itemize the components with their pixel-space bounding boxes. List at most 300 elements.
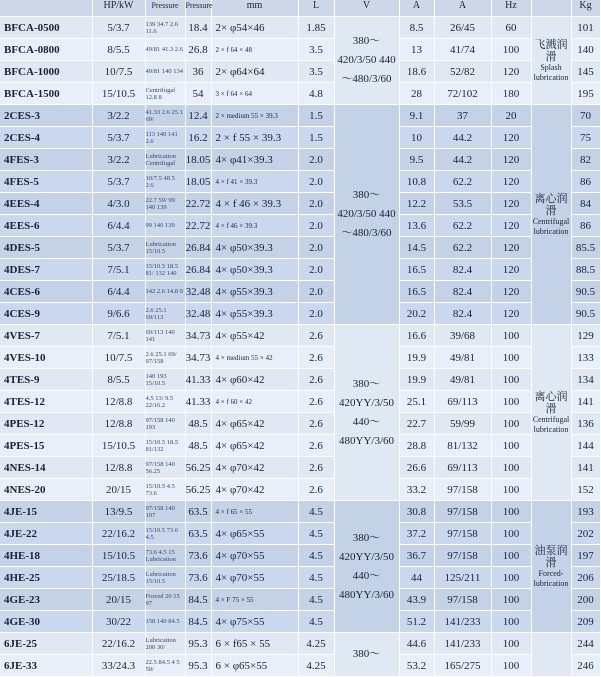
dimension-cell: 4 × F 75 × 55	[211, 589, 298, 611]
weight-cell: 86	[571, 215, 600, 237]
frequency-cell: 100	[491, 347, 531, 369]
pressure-cell: 54	[185, 83, 211, 105]
table-row	[0, 567, 600, 589]
length-cell: 2.0	[298, 193, 334, 215]
model-cell: 2CES-3	[0, 105, 92, 127]
length-cell: 1.85	[298, 17, 334, 39]
model-cell: 4JE-22	[0, 523, 92, 545]
current-a-cell: 25.1	[399, 391, 434, 413]
weight-cell: 136	[571, 413, 600, 435]
power-cell: 15/10.5	[92, 545, 145, 567]
lubrication-en: Centrifugal lubrication	[532, 414, 570, 434]
weight-cell: 145	[571, 61, 600, 83]
model-cell: 4FES-3	[0, 149, 92, 171]
frequency-cell: 100	[491, 545, 531, 567]
dimension-cell: 4× φ60×42	[211, 369, 298, 391]
lubrication-cn: 油泵润滑	[534, 544, 568, 569]
table-row	[0, 17, 600, 39]
model-cell: 4HE-25	[0, 567, 92, 589]
current-a-cell: 9.5	[399, 149, 434, 171]
pressure-cell: 63.5	[185, 523, 211, 545]
table-row	[0, 39, 600, 61]
voltage-cell: 380～420YY/3/50 440～480YY/3/60	[334, 501, 399, 633]
frequency-cell: 100	[491, 479, 531, 501]
weight-cell: 141	[571, 457, 600, 479]
length-cell: 4.25	[298, 655, 334, 677]
pressure-small-cell: 113 140 141 2.6	[145, 127, 185, 149]
table-row	[0, 589, 600, 611]
current-a-cell: 30.8	[399, 501, 434, 523]
current-b-cell: 97/158	[434, 501, 491, 523]
model-cell: 4FES-5	[0, 171, 92, 193]
current-b-cell: 44.2	[434, 127, 491, 149]
current-a-cell: 9.1	[399, 105, 434, 127]
current-a-cell: 33.2	[399, 479, 434, 501]
frequency-cell: 120	[491, 237, 531, 259]
dimension-cell: 4× φ55×42	[211, 325, 298, 347]
length-cell: 2.6	[298, 413, 334, 435]
frequency-cell: 120	[491, 127, 531, 149]
frequency-cell: 120	[491, 171, 531, 193]
frequency-cell: 100	[491, 611, 531, 633]
pressure-cell: 36	[185, 61, 211, 83]
dimension-cell: 4 × f 60 × 42	[211, 391, 298, 413]
header-row	[0, 0, 600, 17]
current-b-cell: 62.2	[434, 171, 491, 193]
weight-cell: 82	[571, 149, 600, 171]
frequency-cell: 120	[491, 215, 531, 237]
dimension-cell: 4× φ55×39.3	[211, 303, 298, 325]
pressure-small-cell: Lubrication 15/10.5	[145, 237, 185, 259]
power-cell: 5/3.7	[92, 171, 145, 193]
weight-cell: 88.5	[571, 259, 600, 281]
model-cell: 4PES-12	[0, 413, 92, 435]
current-b-cell: 97/158	[434, 545, 491, 567]
length-cell: 2.0	[298, 215, 334, 237]
length-cell: 4.5	[298, 611, 334, 633]
current-a-cell: 43.9	[399, 589, 434, 611]
power-cell: 3/2.2	[92, 149, 145, 171]
current-a-cell: 51.2	[399, 611, 434, 633]
current-a-cell: 20.2	[399, 303, 434, 325]
weight-cell: 70	[571, 105, 600, 127]
current-b-cell: 97/158	[434, 523, 491, 545]
power-cell: 5/3.7	[92, 127, 145, 149]
model-cell: BFCA-1000	[0, 61, 92, 83]
header-power: HP/kW	[92, 0, 145, 17]
current-b-cell: 41/74	[434, 39, 491, 61]
power-cell: 8/5.5	[92, 369, 145, 391]
current-a-cell: 16.5	[399, 259, 434, 281]
current-b-cell: 141/233	[434, 633, 491, 655]
pressure-cell: 18.05	[185, 149, 211, 171]
pressure-cell: 56.25	[185, 479, 211, 501]
pressure-cell: 18.05	[185, 171, 211, 193]
pressure-small-cell: Forced 20 15 97	[145, 589, 185, 611]
model-cell: 4GE-30	[0, 611, 92, 633]
table-row	[0, 457, 600, 479]
header-model	[0, 0, 92, 17]
lubrication-cn: 离心润滑	[534, 192, 568, 217]
current-b-cell: 165/275	[434, 655, 491, 677]
pressure-small-cell: 49/81 140 134	[145, 61, 185, 83]
lubrication-cn: 离心润滑	[534, 390, 568, 415]
dimension-cell: 4 × medium 55 × 42	[211, 347, 298, 369]
length-cell: 3.5	[298, 61, 334, 83]
frequency-cell: 100	[491, 39, 531, 61]
table-row	[0, 281, 600, 303]
frequency-cell: 100	[491, 391, 531, 413]
dimension-cell: 4× φ65×42	[211, 435, 298, 457]
power-cell: 3/2.2	[92, 105, 145, 127]
lubrication-note-cell	[531, 633, 571, 677]
voltage-cell: 380～420/3/50 440～480/3/60	[334, 105, 399, 325]
header-pressure: Pressure	[185, 0, 211, 17]
frequency-cell: 100	[491, 501, 531, 523]
pressure-cell: 26.84	[185, 259, 211, 281]
pressure-small-cell: Lubrication 15/10.5	[145, 567, 185, 589]
model-cell: 4VES-7	[0, 325, 92, 347]
length-cell: 2.0	[298, 303, 334, 325]
power-cell: 15/10.5	[92, 435, 145, 457]
dimension-cell: 3 × f 64 × 64	[211, 83, 298, 105]
dimension-cell: 4× φ70×55	[211, 567, 298, 589]
current-b-cell: 82.4	[434, 259, 491, 281]
pressure-cell: 34.73	[185, 325, 211, 347]
dimension-cell: 4 × f 65 × 55	[211, 501, 298, 523]
current-a-cell: 36.7	[399, 545, 434, 567]
table-row	[0, 369, 600, 391]
dimension-cell: 4× φ65×42	[211, 413, 298, 435]
power-cell: 20/15	[92, 589, 145, 611]
current-b-cell: 53.5	[434, 193, 491, 215]
current-b-cell: 26/45	[434, 17, 491, 39]
frequency-cell: 100	[491, 633, 531, 655]
frequency-cell: 20	[491, 105, 531, 127]
power-cell: 9/6.6	[92, 303, 145, 325]
current-a-cell: 13	[399, 39, 434, 61]
pressure-small-cell: 22.5 84.5 4 5 50/	[145, 655, 185, 677]
power-cell: 15/10.5	[92, 83, 145, 105]
current-b-cell: 49/81	[434, 347, 491, 369]
power-cell: 22/16.2	[92, 633, 145, 655]
weight-cell: 141	[571, 391, 600, 413]
length-cell: 2.0	[298, 171, 334, 193]
current-b-cell: 62.2	[434, 215, 491, 237]
length-cell: 2.6	[298, 369, 334, 391]
current-a-cell: 12.2	[399, 193, 434, 215]
power-cell: 7/5.1	[92, 259, 145, 281]
frequency-cell: 120	[491, 303, 531, 325]
pressure-cell: 18.4	[185, 17, 211, 39]
length-cell: 2.6	[298, 435, 334, 457]
pressure-small-cell: 139 34.7 2.6 11.6	[145, 17, 185, 39]
pressure-small-cell: 49/81 41.3 2.6	[145, 39, 185, 61]
current-a-cell: 8.5	[399, 17, 434, 39]
pressure-small-cell: 99 140 139	[145, 215, 185, 237]
pressure-small-cell: Lubrication Centrifugal	[145, 149, 185, 171]
model-cell: 4EES-4	[0, 193, 92, 215]
pressure-small-cell: 15/10.5 18.5 81/132	[145, 435, 185, 457]
pressure-cell: 73.6	[185, 545, 211, 567]
model-cell: 4JE-15	[0, 501, 92, 523]
power-cell: 5/3.7	[92, 237, 145, 259]
power-cell: 20/15	[92, 479, 145, 501]
pressure-cell: 32.48	[185, 281, 211, 303]
pressure-small-cell: 97/158 140 193	[145, 413, 185, 435]
frequency-cell: 100	[491, 589, 531, 611]
pressure-cell: 12.4	[185, 105, 211, 127]
table-row	[0, 545, 600, 567]
lubrication-cn: 飞溅润滑	[534, 38, 568, 63]
current-b-cell: 125/211	[434, 567, 491, 589]
pressure-small-cell: 140 193 15/10.5	[145, 369, 185, 391]
pressure-cell: 48.5	[185, 435, 211, 457]
length-cell: 4.5	[298, 545, 334, 567]
dimension-cell: 4× φ65×55	[211, 523, 298, 545]
length-cell: 2.0	[298, 259, 334, 281]
model-cell: BFCA-0500	[0, 17, 92, 39]
length-cell: 4.8	[298, 83, 334, 105]
length-cell: 2.0	[298, 281, 334, 303]
current-b-cell: 39/68	[434, 325, 491, 347]
pressure-cell: 95.3	[185, 655, 211, 677]
model-cell: 4CES-6	[0, 281, 92, 303]
pressure-cell: 48.5	[185, 413, 211, 435]
current-b-cell: 82.4	[434, 303, 491, 325]
pressure-cell: 16.2	[185, 127, 211, 149]
length-cell: 4.5	[298, 501, 334, 523]
dimension-cell: 6 × f65 × 55	[211, 633, 298, 655]
power-cell: 22/16.2	[92, 523, 145, 545]
pressure-small-cell: 22.7 59/ 99 140 139	[145, 193, 185, 215]
frequency-cell: 100	[491, 325, 531, 347]
dimension-cell: 4× φ70×42	[211, 457, 298, 479]
current-a-cell: 10	[399, 127, 434, 149]
current-b-cell: 97/158	[434, 479, 491, 501]
lubrication-en: Forced-lubrication	[533, 568, 569, 588]
frequency-cell: 120	[491, 61, 531, 83]
length-cell: 1.5	[298, 127, 334, 149]
weight-cell: 197	[571, 545, 600, 567]
table-row	[0, 501, 600, 523]
pressure-small-cell: 142 2.6 14.8 9	[145, 281, 185, 303]
pressure-small-cell: Centrifugal 12.8 8	[145, 83, 185, 105]
weight-cell: 84	[571, 193, 600, 215]
pressure-small-cell: 97/158 140 56.25	[145, 457, 185, 479]
pressure-cell: 95.3	[185, 633, 211, 655]
model-cell: 2CES-4	[0, 127, 92, 149]
dimension-cell: 4 × f 46 × 39.3	[211, 215, 298, 237]
table-row	[0, 171, 600, 193]
pressure-cell: 41.33	[185, 391, 211, 413]
table-row	[0, 215, 600, 237]
table-row	[0, 149, 600, 171]
header-hz: Hz	[491, 0, 531, 17]
weight-cell: 85.5	[571, 237, 600, 259]
pressure-cell: 56.25	[185, 457, 211, 479]
current-b-cell: 49/81	[434, 369, 491, 391]
voltage-cell: 380～420YY/3/50 440～480YY/3/60	[334, 325, 399, 501]
weight-cell: 90.5	[571, 281, 600, 303]
header-a1: A	[399, 0, 434, 17]
model-cell: 4TES-9	[0, 369, 92, 391]
dimension-cell: 2 × medium 55 × 39.3	[211, 105, 298, 127]
weight-cell: 193	[571, 501, 600, 523]
table-row	[0, 413, 600, 435]
length-cell: 2.6	[298, 479, 334, 501]
current-a-cell: 53.2	[399, 655, 434, 677]
length-cell: 4.25	[298, 633, 334, 655]
lubrication-note-cell	[531, 17, 571, 105]
model-cell: 4GE-23	[0, 589, 92, 611]
model-cell: BFCA-0800	[0, 39, 92, 61]
current-a-cell: 44.6	[399, 633, 434, 655]
weight-cell: 90.5	[571, 303, 600, 325]
pressure-cell: 32.48	[185, 303, 211, 325]
current-a-cell: 10.8	[399, 171, 434, 193]
frequency-cell: 120	[491, 259, 531, 281]
lubrication-note-cell	[531, 325, 571, 501]
pressure-cell: 41.33	[185, 369, 211, 391]
header-l: L	[298, 0, 334, 17]
frequency-cell: 120	[491, 149, 531, 171]
table-row	[0, 193, 600, 215]
voltage-cell: 380～	[334, 633, 399, 677]
dimension-cell: 2× φ54×46	[211, 17, 298, 39]
length-cell: 2.0	[298, 149, 334, 171]
pressure-cell: 84.5	[185, 589, 211, 611]
current-a-cell: 37.2	[399, 523, 434, 545]
power-cell: 4/3.0	[92, 193, 145, 215]
header-pressure-top: Pressure	[145, 0, 185, 17]
frequency-cell: 60	[491, 17, 531, 39]
model-cell: 4VES-10	[0, 347, 92, 369]
table-row	[0, 259, 600, 281]
current-a-cell: 19.9	[399, 347, 434, 369]
current-a-cell: 18.6	[399, 61, 434, 83]
table-row	[0, 127, 600, 149]
model-cell: 6JE-33	[0, 655, 92, 677]
length-cell: 2.0	[298, 237, 334, 259]
model-cell: 4HE-18	[0, 545, 92, 567]
pressure-small-cell: 4.5 13/ 9.5 22/16.2	[145, 391, 185, 413]
current-a-cell: 28.8	[399, 435, 434, 457]
length-cell: 2.6	[298, 347, 334, 369]
current-b-cell: 62.2	[434, 237, 491, 259]
pressure-small-cell: 2.6 25.1 69/ 97/158	[145, 347, 185, 369]
pressure-small-cell: 15/10.5 73.6 4.5	[145, 523, 185, 545]
length-cell: 3.5	[298, 39, 334, 61]
power-cell: 12/8.8	[92, 413, 145, 435]
current-a-cell: 16.6	[399, 325, 434, 347]
dimension-cell: 4× φ55×39.3	[211, 281, 298, 303]
header-dim: mm	[211, 0, 298, 17]
dimension-cell: 2 × f 64 × 48	[211, 39, 298, 61]
frequency-cell: 100	[491, 457, 531, 479]
power-cell: 33/24.3	[92, 655, 145, 677]
length-cell: 4.5	[298, 589, 334, 611]
model-cell: 4DES-5	[0, 237, 92, 259]
header-a2: A	[434, 0, 491, 17]
pressure-small-cell: 158 140 84.5	[145, 611, 185, 633]
weight-cell: 101	[571, 17, 600, 39]
current-b-cell: 69/113	[434, 457, 491, 479]
model-cell: 4NES-14	[0, 457, 92, 479]
power-cell: 25/18.5	[92, 567, 145, 589]
table-row	[0, 435, 600, 457]
weight-cell: 140	[571, 39, 600, 61]
pressure-small-cell: 15/10.5 4.5 73.6	[145, 479, 185, 501]
table-row	[0, 633, 600, 655]
pressure-cell: 73.6	[185, 567, 211, 589]
dimension-cell: 4× φ70×55	[211, 545, 298, 567]
frequency-cell: 180	[491, 83, 531, 105]
header-volt: V	[334, 0, 399, 17]
power-cell: 8/5.5	[92, 39, 145, 61]
current-b-cell: 69/113	[434, 391, 491, 413]
weight-cell: 86	[571, 171, 600, 193]
pressure-cell: 84.5	[185, 611, 211, 633]
current-a-cell: 19.9	[399, 369, 434, 391]
dimension-cell: 4 × f 46 × 39.3	[211, 193, 298, 215]
current-a-cell: 44	[399, 567, 434, 589]
current-b-cell: 97/158	[434, 589, 491, 611]
current-a-cell: 16.5	[399, 281, 434, 303]
lubrication-note-cell	[531, 501, 571, 633]
weight-cell: 134	[571, 369, 600, 391]
pressure-small-cell: 2.6 25.1 69/113	[145, 303, 185, 325]
pressure-cell: 22.72	[185, 215, 211, 237]
length-cell: 2.6	[298, 391, 334, 413]
dimension-cell: 2 × f 55 × 39.3	[211, 127, 298, 149]
dimension-cell: 6 × φ65×55	[211, 655, 298, 677]
model-cell: BFCA-1500	[0, 83, 92, 105]
table-row	[0, 303, 600, 325]
current-b-cell: 82.4	[434, 281, 491, 303]
table-row	[0, 479, 600, 501]
current-b-cell: 37	[434, 105, 491, 127]
table-row	[0, 237, 600, 259]
dimension-cell: 4× φ50×39.3	[211, 259, 298, 281]
frequency-cell: 100	[491, 413, 531, 435]
model-cell: 6JE-25	[0, 633, 92, 655]
current-a-cell: 28	[399, 83, 434, 105]
current-b-cell: 52/82	[434, 61, 491, 83]
pressure-small-cell: Lubrication 200 30/	[145, 633, 185, 655]
current-b-cell: 141/233	[434, 611, 491, 633]
table-row	[0, 83, 600, 105]
pressure-small-cell: 69/113 140 141	[145, 325, 185, 347]
frequency-cell: 100	[491, 655, 531, 677]
table-row	[0, 347, 600, 369]
voltage-cell: 380～420/3/50 440～480/3/60	[334, 17, 399, 105]
power-cell: 5/3.7	[92, 17, 145, 39]
model-cell: 4DES-7	[0, 259, 92, 281]
weight-cell: 195	[571, 83, 600, 105]
pressure-small-cell: 73.6 4.5 15 Lubrication	[145, 545, 185, 567]
dimension-cell: 4× φ50×39.3	[211, 237, 298, 259]
length-cell: 1.5	[298, 105, 334, 127]
power-cell: 12/8.8	[92, 391, 145, 413]
weight-cell: 202	[571, 523, 600, 545]
weight-cell: 246	[571, 655, 600, 677]
pressure-cell: 26.8	[185, 39, 211, 61]
dimension-cell: 4 × f 41 × 39.3	[211, 171, 298, 193]
frequency-cell: 120	[491, 193, 531, 215]
weight-cell: 144	[571, 435, 600, 457]
weight-cell: 244	[571, 633, 600, 655]
